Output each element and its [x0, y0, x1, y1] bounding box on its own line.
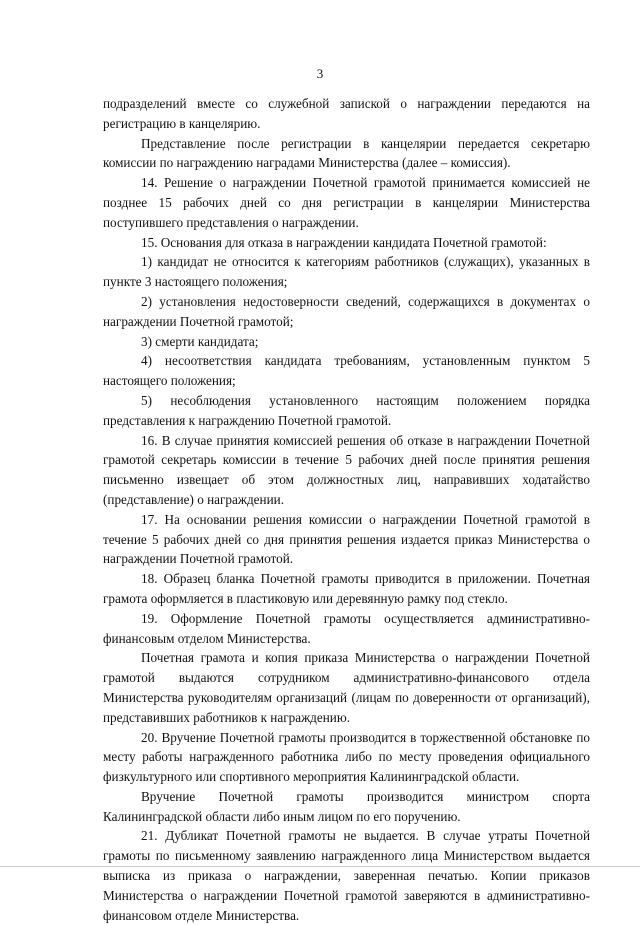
- list-item: 4) несоответствия кандидата требованиям, установленным пунктом 5 настоящего положения;: [103, 353, 590, 389]
- list-item: 5) несоблюдения установленного настоящим положением порядка представления к награждению Почетной грамотой.: [103, 392, 590, 428]
- paragraph-item-21: 21. Дубликат Почетной грамоты не выдается. В случае утраты Почетной грамоты по письменному заявлению награжденного лица Министерством выдается выписка из приказа о награждении, заверенная печатью. Копии приказов Министерства о награждении Почетной грамотой заверяются в административно-финансовом отделе Министерства.: [103, 828, 590, 923]
- paragraph-item-15: 15. Основания для отказа в награждении кандидата Почетной грамотой:: [141, 234, 547, 250]
- paragraph: Представление после регистрации в канцелярии передается секретарю комиссии по награждению наградами Министерства (далее – комиссия).: [103, 135, 590, 171]
- page-bottom-divider: [0, 866, 640, 867]
- paragraph-item-18: 18. Образец бланка Почетной грамоты приводится в приложении. Почетная грамота оформляется в пластиковую или деревянную рамку под стекло.: [103, 571, 590, 606]
- document-body: [103, 94, 590, 925]
- paragraph-item-14: 14. Решение о награждении Почетной грамотой принимается комиссией не позднее 15 рабочих дней со дня регистрации в канцелярии Министерства поступившего представления о награждении.: [103, 175, 590, 230]
- paragraph-item-16: 16. В случае принятия комиссией решения об отказе в награждении Почетной грамотой секретарь комиссии в течение 5 рабочих дней после принятия решения письменно извещает об этом должностных лиц, направивших ходатайство (представление) о награждении.: [103, 432, 590, 507]
- paragraph: подразделений вместе со служебной запиской о награждении передаются на регистрацию в канцелярию.: [103, 96, 590, 131]
- list-item: 1) кандидат не относится к категориям работников (служащих), указанных в пункте 3 настоящего положения;: [103, 254, 590, 290]
- page-number: 3: [316, 66, 324, 81]
- list-item: 2) установления недостоверности сведений, содержащихся в документах о награждении Почетной грамотой;: [103, 293, 590, 329]
- list-item: 3) смерти кандидата;: [141, 333, 259, 349]
- paragraph-item-19: 19. Оформление Почетной грамоты осуществляется административно-финансовым отделом Министерства.: [103, 610, 590, 646]
- paragraph: Вручение Почетной грамоты производится министром спорта Калининградской области либо иным лицом по его поручению.: [103, 788, 590, 824]
- paragraph: Почетная грамота и копия приказа Министерства о награждении Почетной грамотой выдаются сотрудником административно-финансового отдела Министерства руководителям организаций (лицам по доверенности от организаций), представивших работников к награждению.: [103, 650, 590, 725]
- paragraph-item-17: 17. На основании решения комиссии о награждении Почетной грамотой в течение 5 рабочих дней со дня принятия решения издается приказ Министерства о награждении Почетной грамотой.: [103, 511, 590, 567]
- paragraph-item-20: 20. Вручение Почетной грамоты производится в торжественной обстановке по месту работы награжденного работника либо по месту проведения официального физкультурного или спортивного мероприятия Калининградской области.: [103, 729, 590, 785]
